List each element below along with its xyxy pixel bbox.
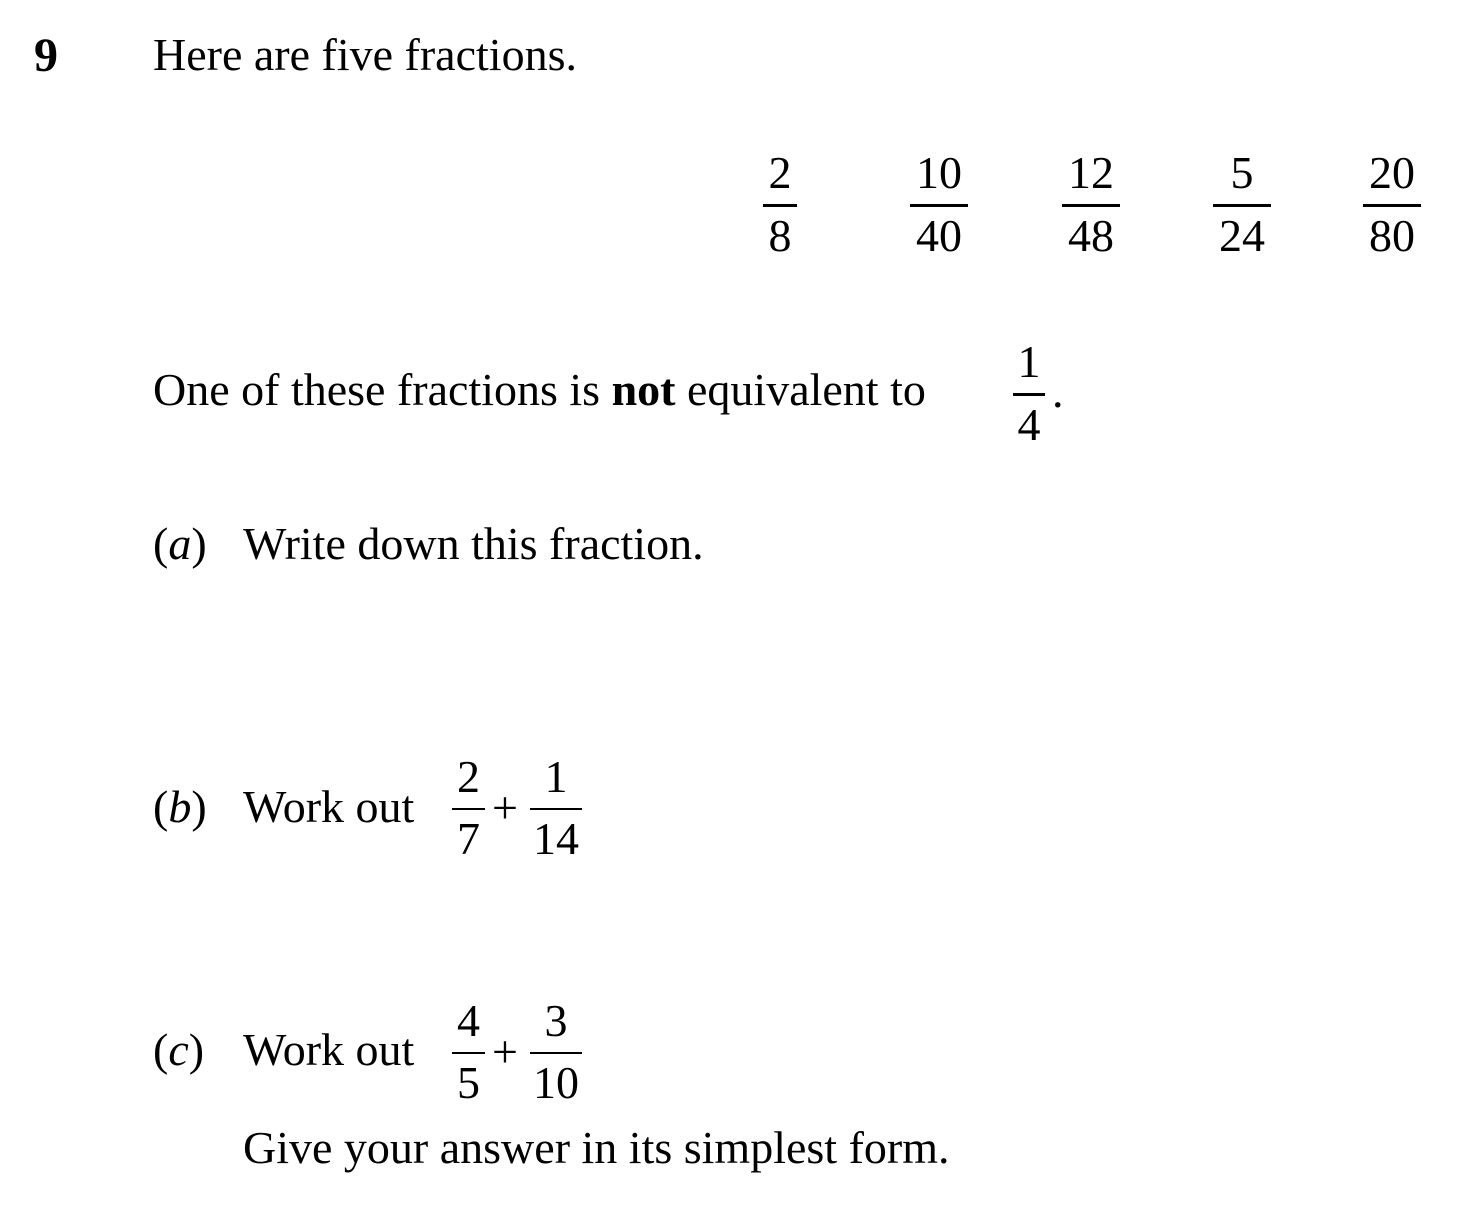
fraction-numerator: 1 — [1017, 336, 1041, 387]
paren-close: ) — [188, 1024, 205, 1075]
question-number: 9 — [34, 29, 58, 82]
fraction-denominator: 4 — [1017, 399, 1041, 450]
fraction-3 — [1062, 148, 1120, 261]
part-c-text: Work out — [243, 1024, 415, 1075]
statement-after: equivalent to — [675, 364, 926, 415]
fraction-numerator: 10 — [916, 147, 962, 198]
fraction-denominator: 14 — [533, 813, 579, 864]
plus-sign: + — [492, 1026, 518, 1077]
paren-open: ( — [153, 781, 169, 832]
fraction-2 — [910, 148, 968, 261]
statement-end: . — [1052, 366, 1064, 417]
statement-text — [153, 362, 926, 418]
statement-before: One of these fractions is — [153, 364, 612, 415]
paren-open: ( — [153, 518, 169, 569]
part-c-fraction-2 — [530, 996, 582, 1108]
fraction-denominator: 7 — [457, 813, 480, 864]
fraction-denominator: 5 — [457, 1057, 480, 1108]
statement-emphasis: not — [611, 364, 676, 415]
fraction-1 — [763, 148, 797, 261]
fraction-numerator: 5 — [1230, 147, 1254, 198]
question-intro: Here are five fractions. — [153, 29, 577, 80]
part-c-fraction-1 — [452, 996, 485, 1108]
fraction-numerator: 1 — [544, 751, 568, 802]
part-letter: a — [168, 518, 192, 569]
part-a-label — [153, 516, 207, 572]
fraction-denominator: 8 — [768, 210, 792, 261]
fraction-numerator: 12 — [1068, 147, 1114, 198]
fraction-denominator: 24 — [1219, 210, 1265, 261]
part-b-fraction-2 — [530, 752, 582, 864]
target-fraction — [1013, 337, 1045, 450]
part-b-fraction-1 — [452, 752, 485, 864]
part-c-instruction: Give your answer in its simplest form. — [243, 1122, 950, 1173]
part-c-label — [153, 1022, 204, 1078]
fraction-denominator: 80 — [1369, 210, 1415, 261]
fraction-denominator: 10 — [533, 1057, 579, 1108]
fraction-4 — [1213, 148, 1271, 261]
plus-sign: + — [492, 782, 518, 833]
part-a-text: Write down this fraction. — [243, 518, 704, 569]
fraction-numerator: 2 — [768, 147, 792, 198]
fraction-numerator: 20 — [1369, 147, 1415, 198]
fraction-numerator: 2 — [457, 751, 480, 802]
paren-open: ( — [153, 1024, 169, 1075]
part-letter: c — [168, 1024, 189, 1075]
part-b-label — [153, 779, 207, 835]
paren-close: ) — [191, 781, 207, 832]
fraction-denominator: 40 — [916, 210, 962, 261]
part-letter: b — [168, 781, 192, 832]
fraction-numerator: 4 — [457, 995, 480, 1046]
fraction-5 — [1363, 148, 1421, 261]
fraction-numerator: 3 — [544, 995, 568, 1046]
paren-close: ) — [191, 518, 207, 569]
fraction-denominator: 48 — [1068, 210, 1114, 261]
part-b-text: Work out — [243, 781, 415, 832]
